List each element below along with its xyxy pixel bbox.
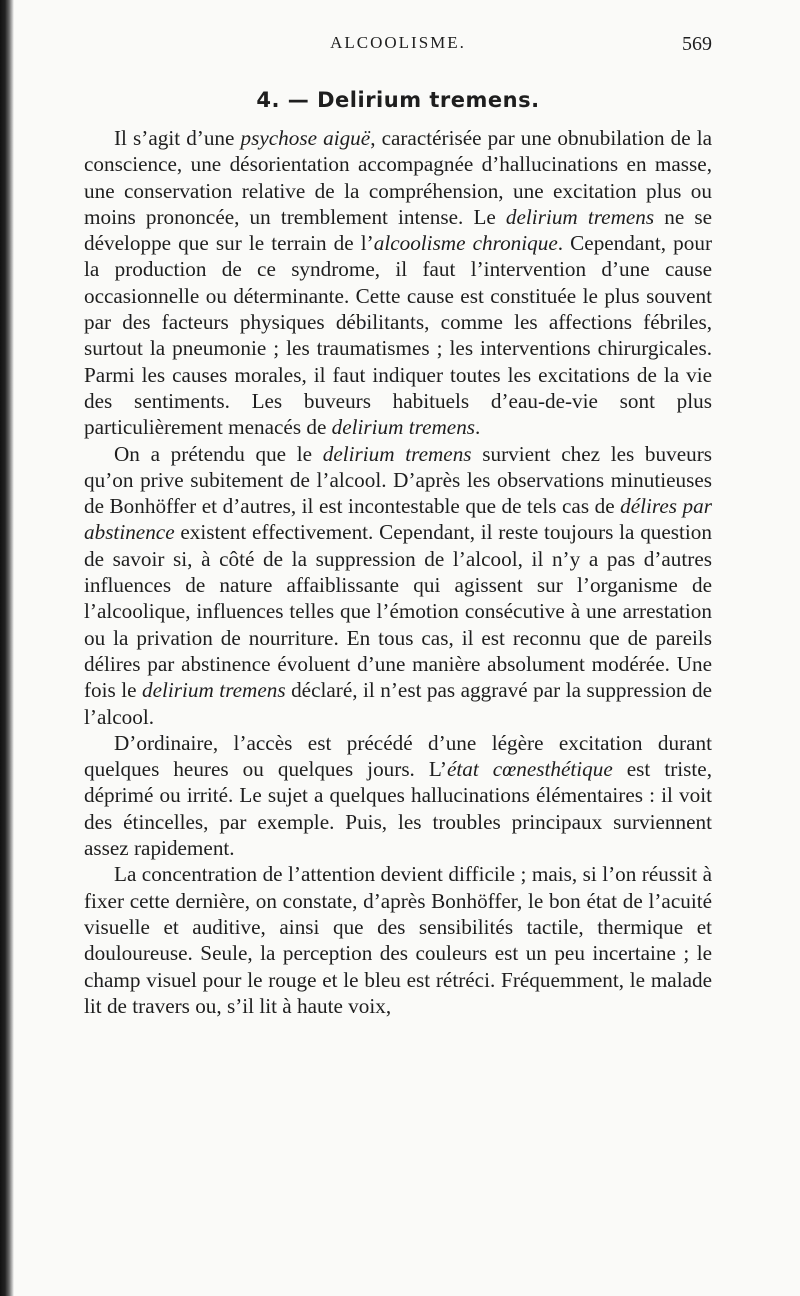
paragraph [84,441,712,730]
text-segment: . [475,415,481,440]
text-segment: . Cependant, pour la production de ce syndrome, il faut l’intervention d’une cause occasionnelle ou déterminante. Cette cause est constituée le plus souvent par des facteurs physiques débilitants, comme les affections fébriles, surtout la pneumonie ; les traumatismes ; les interventions chirurgicales. Parmi les causes morales, il faut indiquer toutes les excitations de la vie des sentiments. Les buveurs habituels d’eau-de-vie sont plus particulièrement menacés de [84,231,712,440]
paragraph [84,730,712,861]
text-segment: survient chez les buveurs qu’on prive subitement de l’alcool. D’après les observations minutieuses de Bonhöffer et d’autres, il est incontestable que de tels cas de [84,441,713,519]
italic-text: delirium tremens [142,678,286,703]
italic-text: délires par abstinence [84,494,712,545]
running-title: ALCOOLISME. [330,33,466,52]
text-segment: La concentration de l’attention devient difficile ; mais, si l’on réussit à fixer cette dernière, on constate, d’après Bonhöffer, le bon état de l’acuité visuelle et auditive, ainsi que des sensibilités tactile, thermique et douloureuse. Seule, la perception des couleurs est un peu incertaine ; le champ visuel pour le rouge et le bleu est rétréci. Fréquemment, le malade lit de travers ou, s’il lit à haute voix, [84,862,712,1018]
italic-text: psychose aiguë [240,126,371,150]
italic-text: alcoolisme chronique [373,231,558,256]
book-spine-shadow [0,0,14,1296]
body-text [84,125,712,1019]
italic-text: delirium tremens [505,204,655,229]
text-segment: D’ordinaire, l’accès est précédé d’une légère excitation durant quelques heures ou quelques jours. L’ [84,730,712,782]
text-segment: ne se développe que sur le terrain de l’ [84,204,712,256]
italic-text: état cœnesthétique [446,757,613,782]
text-segment: déclaré, il n’est pas aggravé par la suppression de l’alcool. [84,678,713,729]
italic-text: delirium tremens [322,441,472,466]
section-title: 4. — Delirium tremens. [256,88,540,112]
page-number: 569 [682,33,712,55]
text-segment: est triste, déprimé ou irrité. Le sujet a quelques hallucinations élémentaires : il voit des étincelles, par exemple. Puis, les troubles principaux surviennent assez rapidement. [84,757,712,861]
text-segment: On a prétendu que le [114,441,323,466]
italic-text: delirium tremens [331,415,476,440]
text-segment: , caractérisée par une obnubilation de la conscience, une désorientation accompagnée d’hallucinations en masse, une conservation relative de la compréhension, une excitation plus ou moins prononcée, un tremblement intense. Le [84,126,713,229]
text-segment: existent effectivement. Cependant, il reste toujours la question de savoir si, à côté de la suppression de l’alcool, il n’y a pas d’autres influences de nature affaiblissante qui agissent sur l’organisme de l’alcoolique, influences telles que l’émotion consécutive à une arrestation ou la privation de nourriture. En tous cas, il est reconnu que de pareils délires par abstinence évoluent d’une manière absolument modérée. Une fois le [84,520,712,703]
page-header [84,33,712,59]
text-segment: Il s’agit d’une [114,126,241,150]
paragraph [84,861,712,1019]
paragraph [84,125,712,441]
